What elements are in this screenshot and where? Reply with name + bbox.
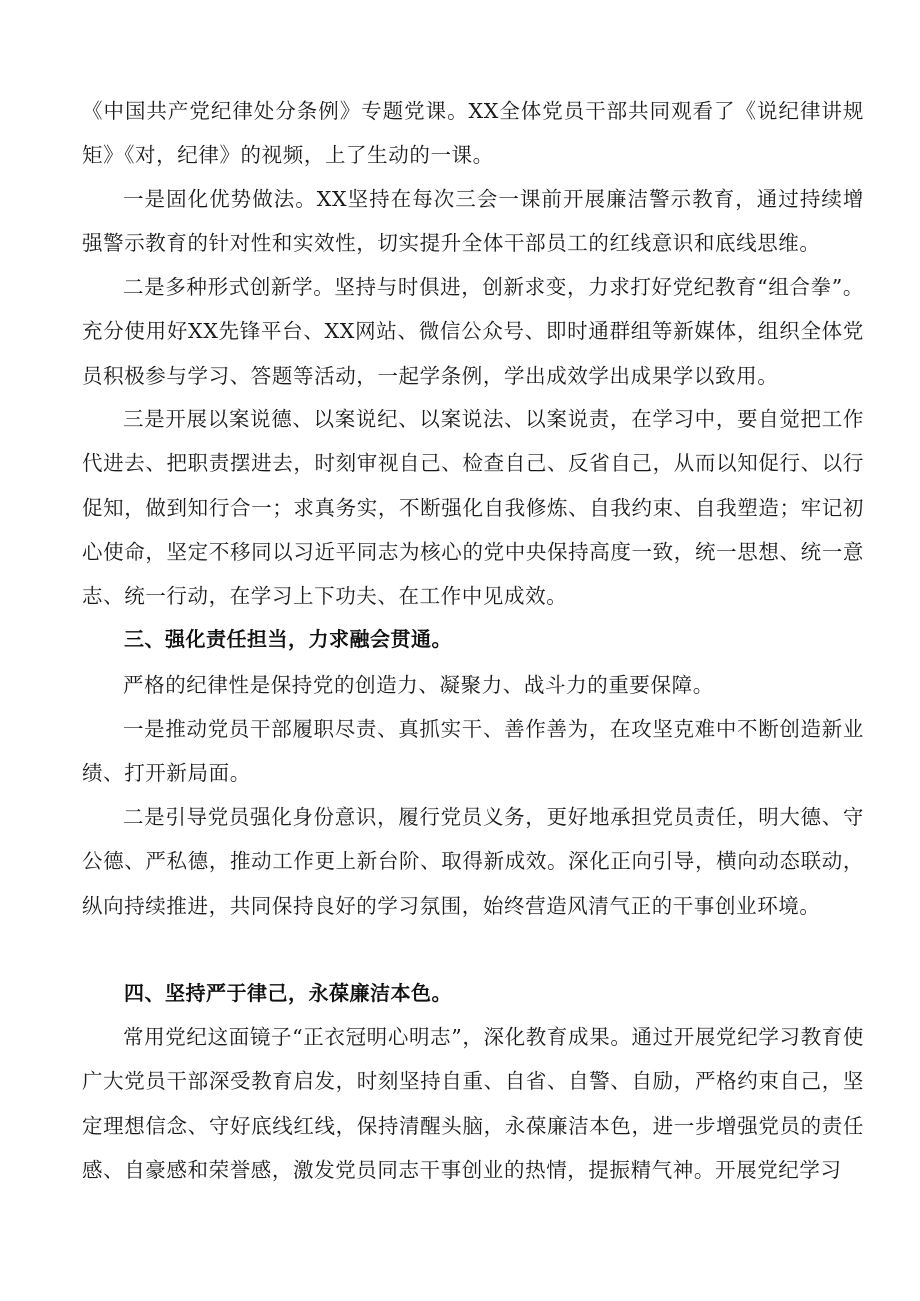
paragraph-discipline-guarantee: 严格的纪律性是保持党的创造力、凝聚力、战斗力的重要保障。	[123, 673, 714, 697]
section-heading-3: 三、强化责任担当，力求融会贯通。	[124, 627, 452, 651]
section-heading-4: 四、坚持严于律己，永葆廉洁本色。	[124, 981, 452, 1005]
paragraph-promote-duty: 一是推动党员干部履职尽责、真抓实干、善作善为，在攻坚克难中不断创造新业绩、打开新局面。	[82, 717, 864, 786]
paragraph-continuation: 《中国共产党纪律处分条例》专题党课。XX全体党员干部共同观看了《说纪律讲规矩》《对，纪律》的视频，上了生动的一课。	[82, 99, 864, 168]
paragraph-case-study: 三是开展以案说德、以案说纪、以案说法、以案说责，在学习中，要自觉把工作代进去、把职责摆进去，时刻审视自己、检查自己、反省自己，从而以知促行、以行促知，做到知行合一；求真务实，不断强化自我修炼、自我约束、自我塑造；牢记初心使命，坚定不移同以习近平同志为核心的党中央保持高度一致，统一思想、统一意志、统一行动，在学习上下功夫、在工作中见成效。	[82, 407, 864, 609]
paragraph-guide-members: 二是引导党员强化身份意识，履行党员义务，更好地承担党员责任，明大德、守公德、严私德，推动工作更上新台阶、取得新成效。深化正向引导，横向动态联动，纵向持续推进，共同保持良好的学习氛围，始终营造风清气正的干事创业环境。	[82, 805, 864, 918]
paragraph-party-mirror: 常用党纪这面镜子“正衣冠明心明志”，深化教育成果。通过开展党纪学习教育使广大党员干部深受教育启发，时刻坚持自重、自省、自警、自励，严格约束自己，坚定理想信念、守好底线红线，保持清醒头脑，永葆廉洁本色，进一步增强党员的责任感、自豪感和荣誉感，激发党员同志干事创业的热情，提振精气神。开展党纪学习	[82, 1025, 864, 1182]
paragraph-solidify-practices: 一是固化优势做法。XX坚持在每次三会一课前开展廉洁警示教育，通过持续增强警示教育的针对性和实效性，切实提升全体干部员工的红线意识和底线思维。	[82, 187, 864, 256]
paragraph-innovative-learning: 二是多种形式创新学。坚持与时俱进，创新求变，力求打好党纪教育“组合拳”。充分使用好XX先锋平台、XX网站、微信公众号、即时通群组等新媒体，组织全体党员积极参与学习、答题等活动，一起学条例，学出成效学出成果学以致用。	[82, 275, 864, 388]
